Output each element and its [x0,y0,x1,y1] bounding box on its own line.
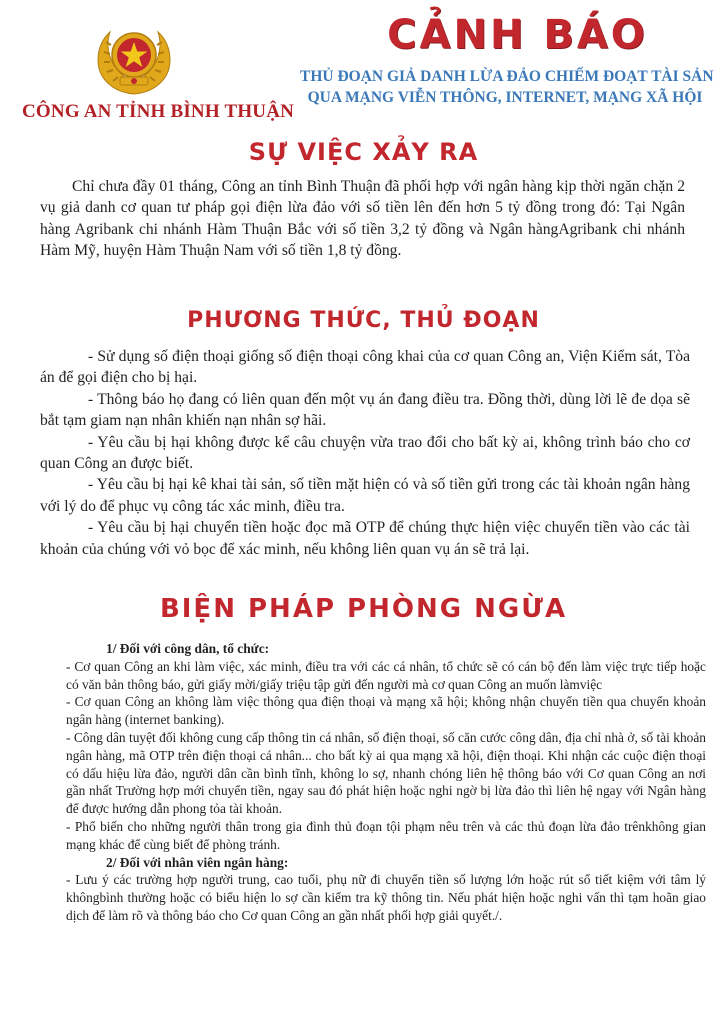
method-item: - Sử dụng số điện thoại giống số điện thoại công khai của cơ quan Công an, Viện Kiểm sát, Tòa án để gọi điện cho bị hại. [40,348,690,387]
prevention-item: - Lưu ý các trường hợp người trung, cao tuổi, phụ nữ đi chuyển tiền số lượng lớn hoặc rút sổ tiết kiệm với tâm lý khôngbình thường hoặc có biểu hiện lo sợ cần kiểm tra kỹ thông tin. Nếu phát hiện hoặc nghi vấn thì tạm hoãn giao dịch để làm rõ và thông báo cho Cơ quan Công an gần nhất phối hợp giải quyết./. [66,872,706,923]
method-item: - Yêu cầu bị hại kê khai tài sản, số tiền mặt hiện có và số tiền gửi trong các tài khoản ngân hàng với lý do để phục vụ công tác xác minh, điều tra. [40,476,690,515]
event-body [40,176,685,262]
method-item: - Yêu cầu bị hại chuyển tiền hoặc đọc mã OTP để chúng thực hiện việc chuyển tiền vào các tài khoản của chúng với vỏ bọc để xác minh, nếu không liên quan vụ án sẽ trả lại. [40,519,690,558]
prevention-group-2-title: 2/ Đối với nhân viên ngân hàng: [106,854,289,870]
police-emblem-icon [92,22,176,98]
prevention-section-title: BIỆN PHÁP PHÒNG NGỪA [159,594,568,624]
method-list [40,346,690,560]
method-item: - Yêu cầu bị hại không được kể câu chuyện vừa trao đổi cho bất kỳ ai, không trình báo cho cơ quan Công an được biết. [40,433,690,473]
prevention-body [66,640,706,925]
prevention-group-1-title: 1/ Đối với công dân, tổ chức: [106,641,270,656]
prevention-item: - Cơ quan Công an không làm việc thông qua điện thoại và mạng xã hội; không nhận chuyển tiền qua chuyển khoản ngân hàng (internet banking). [66,694,706,728]
subtitle-line-1: THỦ ĐOẠN GIẢ DANH LỪA ĐẢO CHIẾM ĐOẠT TÀI SẢN [300,68,714,85]
unit-name: CÔNG AN TỈNH BÌNH THUẬN [22,101,295,122]
prevention-item: - Cơ quan Công an khi làm việc, xác minh, điều tra với các cá nhân, tổ chức sẽ có cán bộ đến làm việc trực tiếp hoặc có văn bản thông báo, gửi giấy mời/giấy triệu tập gửi đến người mà cơ quan Công an muốn làmviệc [66,658,706,692]
event-paragraph: Chỉ chưa đầy 01 tháng, Công an tỉnh Bình Thuận đã phối hợp với ngân hàng kịp thời ngăn chặn 2 vụ giả danh cơ quan tư pháp gọi điện lừa đảo với số tiền lên đến hơn 5 tỷ đồng trong đó: Tại Ngân hàng Agribank chi nhánh Hàm Thuận Bắc với số tiền 3,2 tỷ đồng và Ngân hàngAgribank chi nhánh Hàm Mỹ, huyện Hàm Thuận Nam với số tiền 1,8 tỷ đồng. [40,178,685,260]
method-item: - Thông báo họ đang có liên quan đến một vụ án đang điều tra. Đồng thời, dùng lời lẽ đe dọa sẽ bắt tạm giam nạn nhân khiến nạn nhân sợ hãi. [40,390,690,430]
prevention-item: - Công dân tuyệt đối không cung cấp thông tin cá nhân, số điện thoại, số căn cước công dân, địa chỉ nhà ở, số tài khoản ngân hàng, mã OTP trên điện thoại cá nhân... cho bất kỳ ai qua mạng xã hội, điện thoại. Khi nhận các cuộc điện thoại có dấu hiệu lừa đảo, người dân cần bình tĩnh, không lo sợ, nhanh chóng liên hệ thông báo với Cơ quan Công an nơi gần nhất Trường hợp mới chuyển tiền, ngay sau đó phát hiện hoặc nghi ngờ bị lừa đảo thì liên hệ ngay với Ngân hàng để được hướng dẫn phong tỏa tài khoản. [66,729,706,817]
method-section-title: PHƯƠNG THỨC, THỦ ĐOẠN [187,308,540,333]
header [0,0,727,130]
warning-title: CẢNH BÁO [387,12,648,58]
subtitle-line-2: QUA MẠNG VIỄN THÔNG, INTERNET, MẠNG XÃ HỘI [307,89,703,106]
event-section-title: SỰ VIỆC XẢY RA [248,138,479,166]
prevention-item: - Phổ biến cho những người thân trong gia đình thủ đoạn tội phạm nêu trên và các thủ đoạn lừa đảo trênkhông gian mạng khác để cùng biết để phòng tránh. [66,818,706,852]
warning-subtitle [300,66,714,108]
